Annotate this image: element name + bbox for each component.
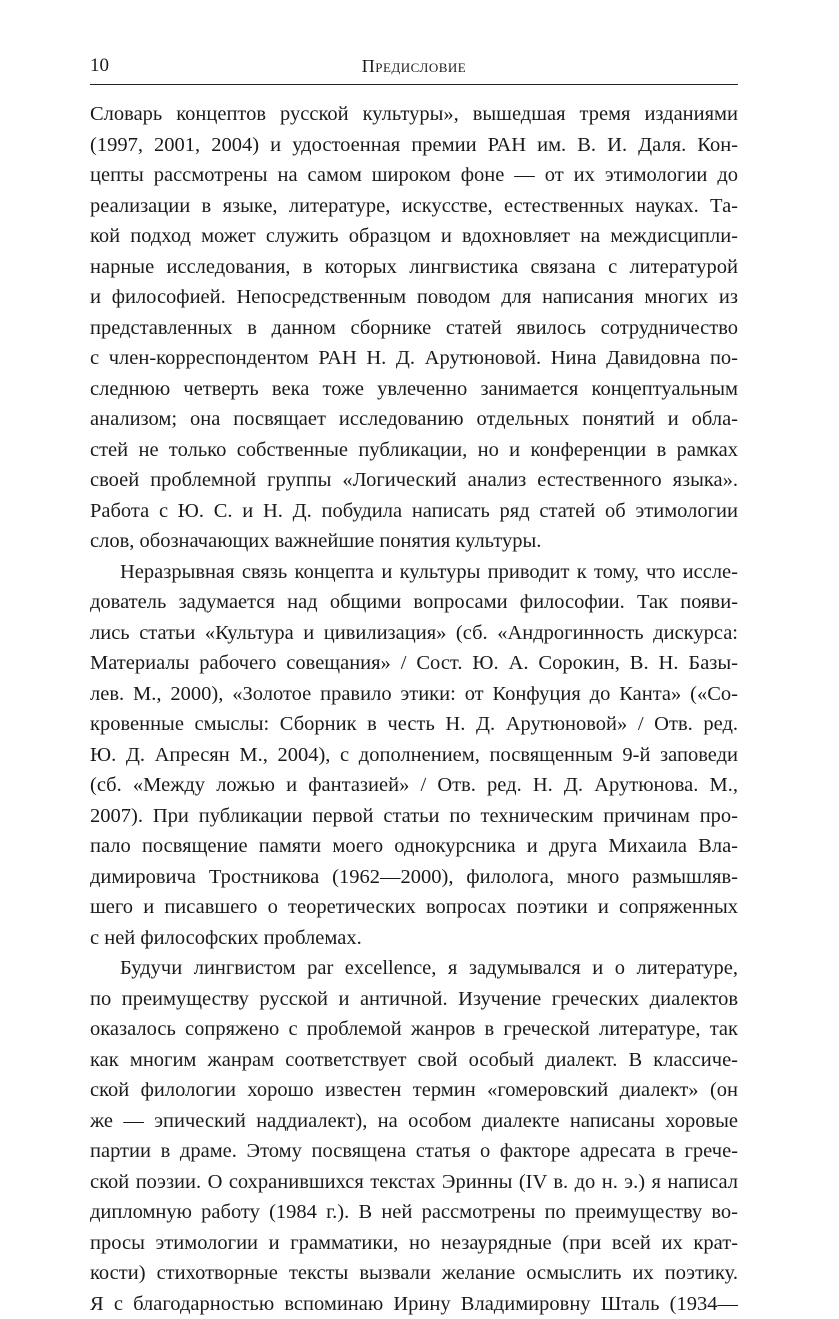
text-line: реализации в языке, литературе, искусстве, естественных науках. Та-: [90, 191, 738, 222]
text-line: партии в драме. Этому посвящена статья о факторе адресата в грече-: [90, 1136, 738, 1167]
text-line: Материалы рабочего совещания» / Сост. Ю. А. Сорокин, В. Н. Базы-: [90, 648, 738, 679]
text-line: лев. М., 2000), «Золотое правило этики: от Конфуция до Канта» («Со-: [90, 679, 738, 710]
text-line: дователь задумается над общими вопросами философии. Так появи-: [90, 587, 738, 618]
running-head: Предисловие: [90, 54, 738, 78]
text-line: лись статьи «Культура и цивилизация» (сб. «Андрогинность дискурса:: [90, 618, 738, 649]
text-line: кости) стихотворные тексты вызвали желание осмыслить их поэтику.: [90, 1258, 738, 1289]
text-line: же — эпический наддиалект), на особом диалекте написаны хоровые: [90, 1106, 738, 1137]
text-line: Я с благодарностью вспоминаю Ирину Владимировну Шталь (1934—: [90, 1289, 738, 1319]
text-line: кой подход может служить образцом и вдохновляет на междисципли-: [90, 221, 738, 252]
text-line: пало посвящение памяти моего однокурсника и друга Михаила Вла-: [90, 831, 738, 862]
page-number: 10: [90, 54, 109, 78]
paragraph-1: [90, 99, 738, 557]
text-line: по преимуществу русской и античной. Изучение греческих диалектов: [90, 984, 738, 1015]
text-line: просы этимологии и грамматики, но незаурядные (при всей их крат-: [90, 1228, 738, 1259]
body-text: [90, 99, 738, 1319]
text-line: димировича Тростникова (1962—2000), филолога, много размышляв-: [90, 862, 738, 893]
text-line: нарные исследования, в которых лингвистика связана с литературой: [90, 252, 738, 283]
text-line: анализом; она посвящает исследованию отдельных понятий и обла-: [90, 404, 738, 435]
text-line: Словарь концептов русской культуры», вышедшая тремя изданиями: [90, 99, 738, 130]
text-line: слов, обозначающих важнейшие понятия культуры.: [90, 526, 738, 557]
text-line: Неразрывная связь концепта и культуры приводит к тому, что иссле-: [90, 557, 738, 588]
text-line: стей не только собственные публикации, но и конференции в рамках: [90, 435, 738, 466]
text-line: Ю. Д. Апресян М., 2004), с дополнением, посвященным 9-й заповеди: [90, 740, 738, 771]
paragraph-2: [90, 557, 738, 954]
text-line: ской филологии хорошо известен термин «гомеровский диалект» (он: [90, 1075, 738, 1106]
text-line: Работа с Ю. С. и Н. Д. побудила написать ряд статей об этимологии: [90, 496, 738, 527]
text-line: с ней философских проблемах.: [90, 923, 738, 954]
text-line: (1997, 2001, 2004) и удостоенная премии РАН им. В. И. Даля. Кон-: [90, 130, 738, 161]
text-line: ской поэзии. О сохранившихся текстах Эринны (IV в. до н. э.) я написал: [90, 1167, 738, 1198]
text-line: цепты рассмотрены на самом широком фоне — от их этимологии до: [90, 160, 738, 191]
text-line: 2007). При публикации первой статьи по техническим причинам про-: [90, 801, 738, 832]
text-line: представленных в данном сборнике статей явилось сотрудничество: [90, 313, 738, 344]
paragraph-3: [90, 953, 738, 1319]
text-line: как многим жанрам соответствует свой особый диалект. В классиче-: [90, 1045, 738, 1076]
text-line: оказалось сопряжено с проблемой жанров в греческой литературе, так: [90, 1014, 738, 1045]
text-line: (сб. «Между ложью и фантазией» / Отв. ред. Н. Д. Арутюнова. М.,: [90, 770, 738, 801]
text-line: и философией. Непосредственным поводом для написания многих из: [90, 282, 738, 313]
text-line: шего и писавшего о теоретических вопросах поэтики и сопряженных: [90, 892, 738, 923]
text-line: с член-корреспондентом РАН Н. Д. Арутюновой. Нина Давидовна по-: [90, 343, 738, 374]
text-line: Будучи лингвистом par excellence, я задумывался и о литературе,: [90, 953, 738, 984]
page-header: [90, 54, 738, 85]
text-line: дипломную работу (1984 г.). В ней рассмотрены по преимуществу во-: [90, 1197, 738, 1228]
text-line: следнюю четверть века тоже увлеченно занимается концептуальным: [90, 374, 738, 405]
text-line: кровенные смыслы: Сборник в честь Н. Д. Арутюновой» / Отв. ред.: [90, 709, 738, 740]
text-line: своей проблемной группы «Логический анализ естественного языка».: [90, 465, 738, 496]
